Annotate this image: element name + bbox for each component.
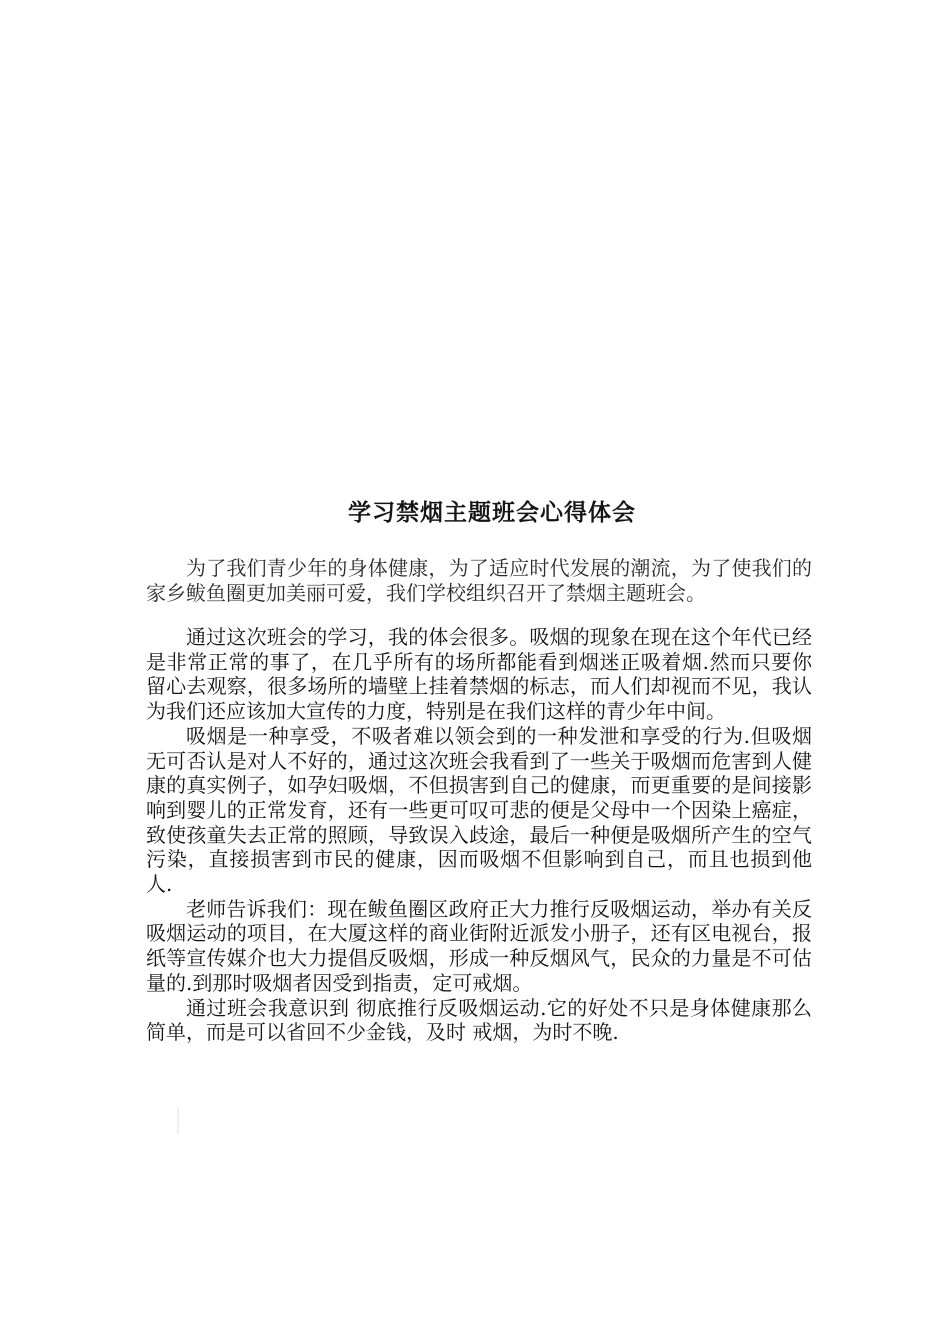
body-paragraph-1: 通过这次班会的学习，我的体会很多。吸烟的现象在现在这个年代已经是非常正常的事了，在几乎所有的场所都能看到烟迷正吸着烟.然而只要你留心去观察，很多场所的墙壁上挂着禁烟的标志，而人们却视而不见，我认为我们还应该加大宣传的力度，特别是在我们这样的青少年中间。 (146, 625, 812, 724)
body-paragraph-2: 吸烟是一种享受，不吸者难以领会到的一种发泄和享受的行为.但吸烟无可否认是对人不好的，通过这次班会我看到了一些关于吸烟而危害到人健康的真实例子，如孕妇吸烟，不但损害到自己的健康，而更重要的是间接影响到婴儿的正常发育，还有一些更可叹可悲的便是父母中一个因染上癌症，致使孩童失去正常的照顾，导致误入歧途，最后一种便是吸烟所产生的空气污染，直接损害到市民的健康，因而吸烟不但影响到自己，而且也损到他人. (146, 723, 812, 897)
intro-paragraph: 为了我们青少年的身体健康，为了适应时代发展的潮流，为了使我们的家乡鲅鱼圈更加美丽可爱，我们学校组织召开了禁烟主题班会。 (146, 556, 812, 605)
faint-mark (177, 1108, 179, 1134)
body-block (146, 625, 812, 1045)
intro-block (146, 556, 812, 605)
body-paragraph-4: 通过班会我意识到 彻底推行反吸烟运动.它的好处不只是身体健康那么简单，而是可以省回不少金钱，及时 戒烟，为时不晚. (146, 995, 812, 1045)
body-paragraph-3: 老师告诉我们：现在鲅鱼圈区政府正大力推行反吸烟运动，举办有关反吸烟运动的项目，在大厦这样的商业街附近派发小册子，还有区电视台，报纸等宣传媒介也大力提倡反吸烟，形成一种反烟风气，民众的力量是不可估量的.到那时吸烟者因受到指责，定可戒烟。 (146, 896, 812, 995)
document-title: 学习禁烟主题班会心得体会 (348, 500, 636, 526)
